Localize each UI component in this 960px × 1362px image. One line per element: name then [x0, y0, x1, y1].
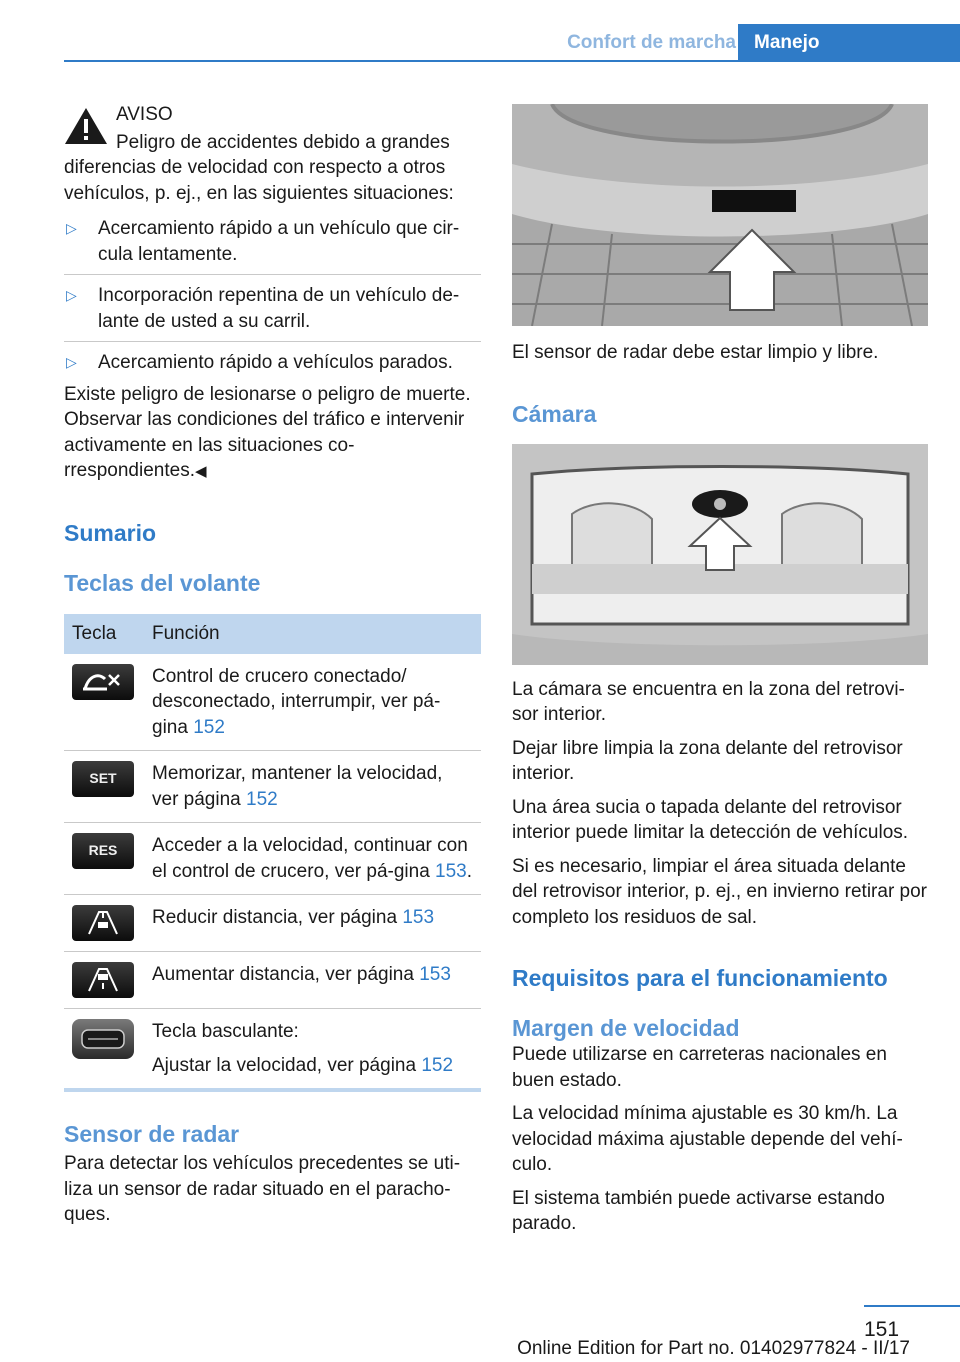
camera-heading: Cámara [512, 400, 597, 427]
list-item: ▷ Acercamiento rápido a vehículos parados. [64, 350, 481, 378]
camera-text-3: Una área sucia o tapada delante del retrovisor interior puede limitar la detección de vehículos. [512, 796, 909, 843]
set-key: SET [72, 761, 134, 797]
key-description: Acceder a la velocidad, continuar con el control de crucero, ver pá-gina 153. [144, 823, 481, 895]
requirements-text-2: La velocidad mínima ajustable es 30 km/h. La velocidad máxima ajustable depende del vehí-culo. [512, 1103, 903, 1175]
page-link[interactable]: 153 [435, 860, 467, 882]
requirements-text-1: Puede utilizarse en carreteras nacionales en buen estado. [512, 1044, 887, 1091]
key-description: Reducir distancia, ver página 153 [144, 895, 481, 952]
column-header-function: Función [144, 614, 481, 654]
triangle-bullet-icon: ▷ [66, 287, 77, 303]
speed-range-heading: Margen de velocidad [512, 1015, 740, 1041]
page-link[interactable]: 152 [193, 716, 225, 738]
requirements-heading: Requisitos para el funcionamiento [512, 965, 888, 991]
left-column [64, 102, 481, 1236]
page-link[interactable]: 152 [421, 1054, 454, 1076]
warning-icon [64, 106, 108, 146]
key-description: Tecla basculante: Ajustar la velocidad, ver página 152 [144, 1009, 481, 1091]
key-description: Control de crucero conectado/ desconectado, interrumpir, ver pá-gina 152 [144, 654, 481, 751]
section-title: Confort de marcha [567, 32, 736, 53]
camera-text-2: Dejar libre limpia la zona delante del retrovisor interior. [512, 737, 903, 784]
page-link[interactable]: 153 [419, 964, 451, 985]
right-column [512, 104, 928, 1245]
triangle-bullet-icon: ▷ [66, 354, 77, 370]
list-item: ▷ Acercamiento rápido a un vehículo que cir-cula lentamente. [64, 216, 481, 275]
requirements-text-3: El sistema también puede activarse estando parado. [512, 1187, 885, 1234]
radar-caption: El sensor de radar debe estar limpio y libre. [512, 342, 879, 363]
header-rule [64, 60, 960, 62]
summary-heading: Sumario [64, 519, 157, 546]
warning-list [64, 216, 481, 378]
camera-text-4: Si es necesario, limpiar el área situada delante del retrovisor interior, p. ej., en invierno retirar por completo los residuos de sal. [512, 855, 928, 928]
column-header-key: Tecla [64, 614, 144, 654]
radar-sensor-image [512, 104, 928, 326]
warning-block [64, 102, 481, 485]
cruise-control-icon [72, 664, 134, 700]
footer-rule [864, 1305, 960, 1307]
page-link[interactable]: 152 [246, 788, 278, 810]
camera-text-1: La cámara se encuentra en la zona del retrovi-sor interior. [512, 678, 905, 725]
radar-text: Para detectar los vehículos precedentes se uti-liza un sensor de radar situado en el paracho-ques. [64, 1153, 461, 1225]
table-row [64, 654, 481, 751]
end-mark-icon: ◀ [194, 463, 207, 480]
res-key: RES [72, 833, 134, 869]
rocker-switch-icon [72, 1019, 134, 1059]
table-row [64, 895, 481, 952]
warning-closing: Existe peligro de lesionarse o peligro de muerte. Observar las condiciones del tráfico e intervenir activamente en las situaciones co-rrespondientes.◀ [64, 383, 471, 481]
table-row [64, 1009, 481, 1091]
key-description: Memorizar, mantener la velocidad, ver página 152 [144, 751, 481, 823]
warning-title: AVISO [116, 104, 173, 125]
edition-note: Online Edition for Part no. 01402977824 - II/17 [517, 1338, 910, 1359]
list-item: ▷ Incorporación repentina de un vehículo de-lante de usted a su carril. [64, 283, 481, 342]
table-row [64, 823, 481, 895]
warning-text: Peligro de accidentes debido a grandes diferencias de velocidad con respecto a otros vehículos, p. ej., en las siguientes situaciones: [64, 131, 454, 204]
table-row [64, 751, 481, 823]
radar-heading: Sensor de radar [64, 1121, 240, 1147]
key-description: Aumentar distancia, ver página 153 [144, 952, 481, 1009]
reduce-distance-icon [72, 905, 134, 941]
page-number: 151 [864, 1318, 900, 1341]
triangle-bullet-icon: ▷ [66, 220, 77, 236]
table-header-row [64, 614, 481, 654]
camera-image [512, 444, 928, 665]
steering-keys-table [64, 614, 481, 1093]
page-link[interactable]: 153 [402, 907, 435, 928]
increase-distance-icon [72, 962, 134, 998]
chapter-tab[interactable]: Manejo [738, 24, 960, 62]
steering-keys-heading: Teclas del volante [64, 569, 261, 596]
table-row [64, 952, 481, 1009]
